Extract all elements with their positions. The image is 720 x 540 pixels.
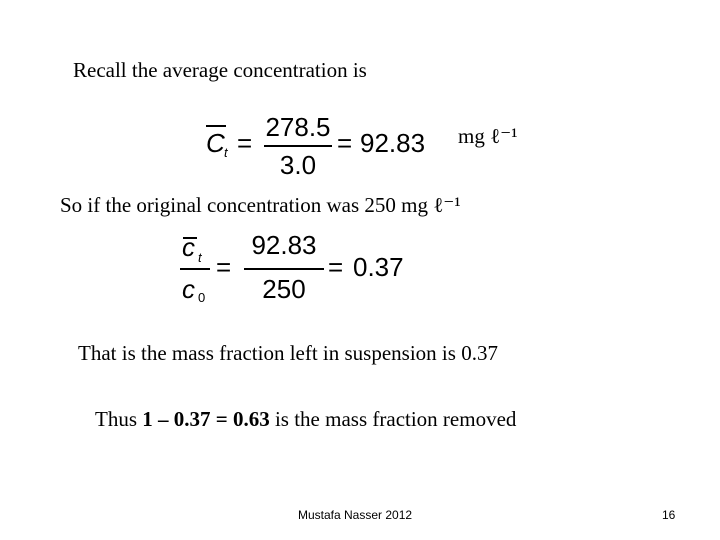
text-line-original-concentration: So if the original concentration was 250 mg ℓ⁻¹ [60, 193, 461, 217]
equals-sign: = [328, 252, 344, 282]
symbol-c: C [206, 128, 225, 158]
text-line-recall: Recall the average concentration is [73, 58, 367, 82]
unit-label: mg ℓ⁻¹ [458, 124, 518, 148]
equals-sign: = [237, 128, 253, 158]
subscript-zero: 0 [198, 290, 206, 305]
text-suffix: is the mass fraction removed [269, 407, 517, 431]
fraction-bar [244, 268, 324, 270]
overbar [206, 125, 226, 127]
result-value: 92.83 [360, 128, 426, 158]
equals-sign: = [216, 252, 232, 282]
fraction-denominator: 3.0 [279, 150, 317, 180]
symbol-c: c [182, 232, 195, 262]
footer-author: Mustafa Nasser 2012 [298, 508, 413, 522]
subscript-t: t [224, 145, 228, 160]
bold-expression: 1 – 0.37 = 0.63 [142, 407, 270, 431]
result-value: 0.37 [353, 252, 404, 282]
text-line-mass-fraction-left: That is the mass fraction left in suspension is 0.37 [78, 341, 498, 365]
symbol-c: c [182, 274, 195, 304]
subscript-t: t [198, 250, 202, 265]
text-line-mass-fraction-removed [95, 409, 516, 430]
fraction-numerator: 92.83 [251, 230, 317, 260]
equals-sign: = [337, 128, 353, 158]
equation-concentration-ratio [178, 228, 418, 308]
fraction-bar [264, 145, 332, 147]
fraction-numerator: 278.5 [265, 112, 331, 142]
equation-average-concentration [200, 112, 440, 180]
fraction-denominator: 250 [262, 274, 306, 304]
fraction-bar [180, 268, 210, 270]
page-number: 16 [662, 508, 676, 522]
text-prefix: Thus [95, 407, 143, 431]
